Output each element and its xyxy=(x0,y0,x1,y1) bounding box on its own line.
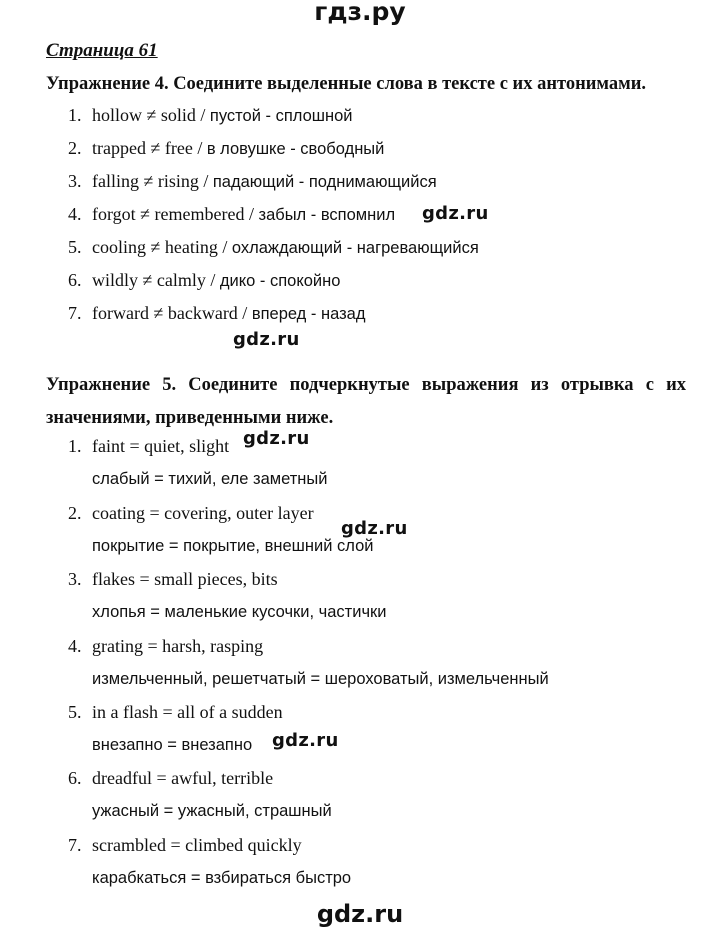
list-item: 2. coating = covering, outer layer xyxy=(68,503,314,523)
list-item: 4. grating = harsh, rasping xyxy=(68,636,264,656)
watermark: gdz.ru xyxy=(272,730,339,751)
watermark: gdz.ru xyxy=(233,329,300,350)
watermark: gdz.ru xyxy=(243,428,310,449)
list-item: 4. forgot ≠ remembered / забыл - вспомнил xyxy=(68,204,396,224)
list-item: 5. cooling ≠ heating / охлаждающий - нагревающийся xyxy=(68,237,479,257)
watermark: gdz.ru xyxy=(422,203,489,224)
list-item: 7. forward ≠ backward / вперед - назад xyxy=(68,303,366,323)
list-item: 7. scrambled = climbed quickly xyxy=(68,835,302,855)
translation-line: слабый = тихий, еле заметный xyxy=(92,470,328,488)
list-item: 5. in a flash = all of a sudden xyxy=(68,702,283,722)
list-item: 1. hollow ≠ solid / пустой - сплошной xyxy=(68,105,353,125)
list-item: 6. wildly ≠ calmly / дико - спокойно xyxy=(68,270,341,290)
translation-line: внезапно = внезапно xyxy=(92,736,253,754)
list-item: 3. flakes = small pieces, bits xyxy=(68,569,278,589)
list-item: 2. trapped ≠ free / в ловушке - свободный xyxy=(68,138,385,158)
watermark: gdz.ru xyxy=(341,518,408,539)
translation-line: карабкаться = взбираться быстро xyxy=(92,869,352,887)
list-item: 3. falling ≠ rising / падающий - поднимающийся xyxy=(68,171,437,191)
exercise-5-title: Упражнение 5. Соедините подчеркнутые выражения из отрывка с их значениями, приведенными ниже. xyxy=(46,375,686,428)
translation-line: хлопья = маленькие кусочки, частички xyxy=(92,603,387,621)
list-item: 6. dreadful = awful, terrible xyxy=(68,768,274,788)
list-item: 1. faint = quiet, slight xyxy=(68,436,230,456)
site-footer: gdz.ru xyxy=(316,900,404,928)
translation-line: покрытие = покрытие, внешний слой xyxy=(92,537,374,555)
translation-line: ужасный = ужасный, страшный xyxy=(92,802,332,820)
site-header: гдз.ру xyxy=(314,0,406,26)
page-reference: Страница 61 xyxy=(46,40,158,61)
exercise-4-title: Упражнение 4. Соедините выделенные слова в тексте с их антонимами. xyxy=(46,74,647,94)
translation-line: измельченный, решетчатый = шероховатый, измельченный xyxy=(92,670,549,688)
